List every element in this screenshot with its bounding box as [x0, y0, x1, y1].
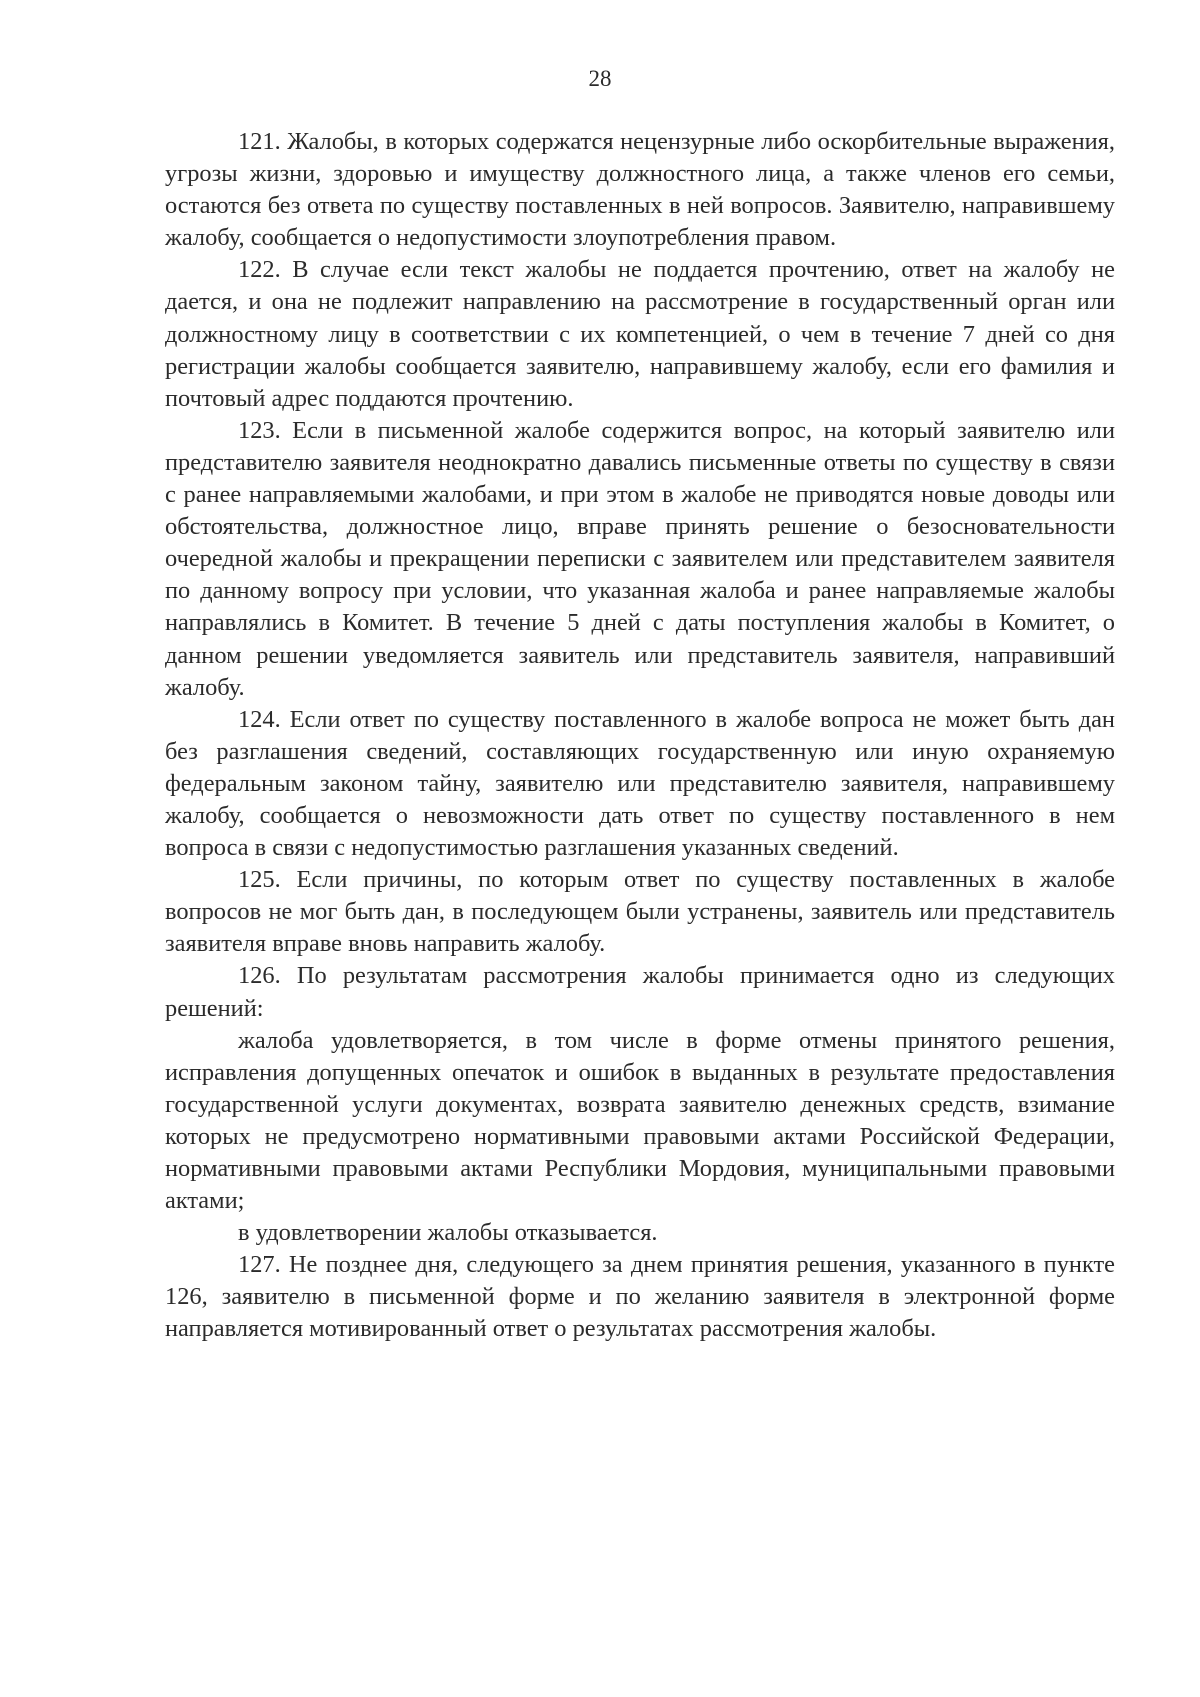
page-number: 28 [588, 66, 612, 91]
paragraph-126-decision-satisfied: жалоба удовлетворяется, в том числе в форме отмены принятого решения, исправления допущенных опечаток и ошибок в выданных в результате предоставления государственной услуги документах, возврата заявителю денежных средств, взимание которых не предусмотрено нормативными правовыми актами Российской Федерации, нормативными правовыми актами Республики Мордовия, муниципальными правовыми актами; [165, 1026, 1115, 1215]
paragraph-126: 126. По результатам рассмотрения жалобы принимается одно из следующих решений: [165, 962, 1115, 1022]
document-body [165, 126, 1115, 1346]
paragraph-122: 122. В случае если текст жалобы не поддается прочтению, ответ на жалобу не дается, и она не подлежит направлению на рассмотрение в государственный орган или должностному лицу в соответствии с их компетенцией, о чем в течение 7 дней со дня регистрации жалобы сообщается заявителю, направившему жалобу, если его фамилия и почтовый адрес поддаются прочтению. [165, 256, 1115, 412]
paragraph-127: 127. Не позднее дня, следующего за днем принятия решения, указанного в пункте 126, заявителю в письменной форме и по желанию заявителя в электронной форме направляется мотивированный ответ о результатах рассмотрения жалобы. [165, 1251, 1115, 1343]
paragraph-121: 121. Жалобы, в которых содержатся нецензурные либо оскорбительные выражения, угрозы жизни, здоровью и имуществу должностного лица, а также членов его семьи, остаются без ответа по существу поставленных в ней вопросов. Заявителю, направившему жалобу, сообщается о недопустимости злоупотребления правом. [165, 128, 1115, 252]
paragraph-125: 125. Если причины, по которым ответ по существу поставленных в жалобе вопросов не мог быть дан, в последующем были устранены, заявитель или представитель заявителя вправе вновь направить жалобу. [165, 866, 1115, 958]
paragraph-124: 124. Если ответ по существу поставленного в жалобе вопроса не может быть дан без разглашения сведений, составляющих государственную или иную охраняемую федеральным законом тайну, заявителю или представителю заявителя, направившему жалобу, сообщается о невозможности дать ответ по существу поставленного в нем вопроса в связи с недопустимостью разглашения указанных сведений. [165, 705, 1115, 862]
paragraph-126-decision-refused: в удовлетворении жалобы отказывается. [238, 1219, 658, 1247]
paragraph-123: 123. Если в письменной жалобе содержится вопрос, на который заявителю или представителю заявителя неоднократно давались письменные ответы по существу в связи с ранее направляемыми жалобами, и при этом в жалобе не приводятся новые доводы или обстоятельства, должностное лицо, вправе принять решение о безосновательности очередной жалобы и прекращении переписки с заявителем или представителем заявителя по данному вопросу при условии, что указанная жалоба и ранее направляемые жалобы направлялись в Комитет. В течение 5 дней с даты поступления жалобы в Комитет, о данном решении уведомляется заявитель или представитель заявителя, направивший жалобу. [165, 416, 1115, 701]
